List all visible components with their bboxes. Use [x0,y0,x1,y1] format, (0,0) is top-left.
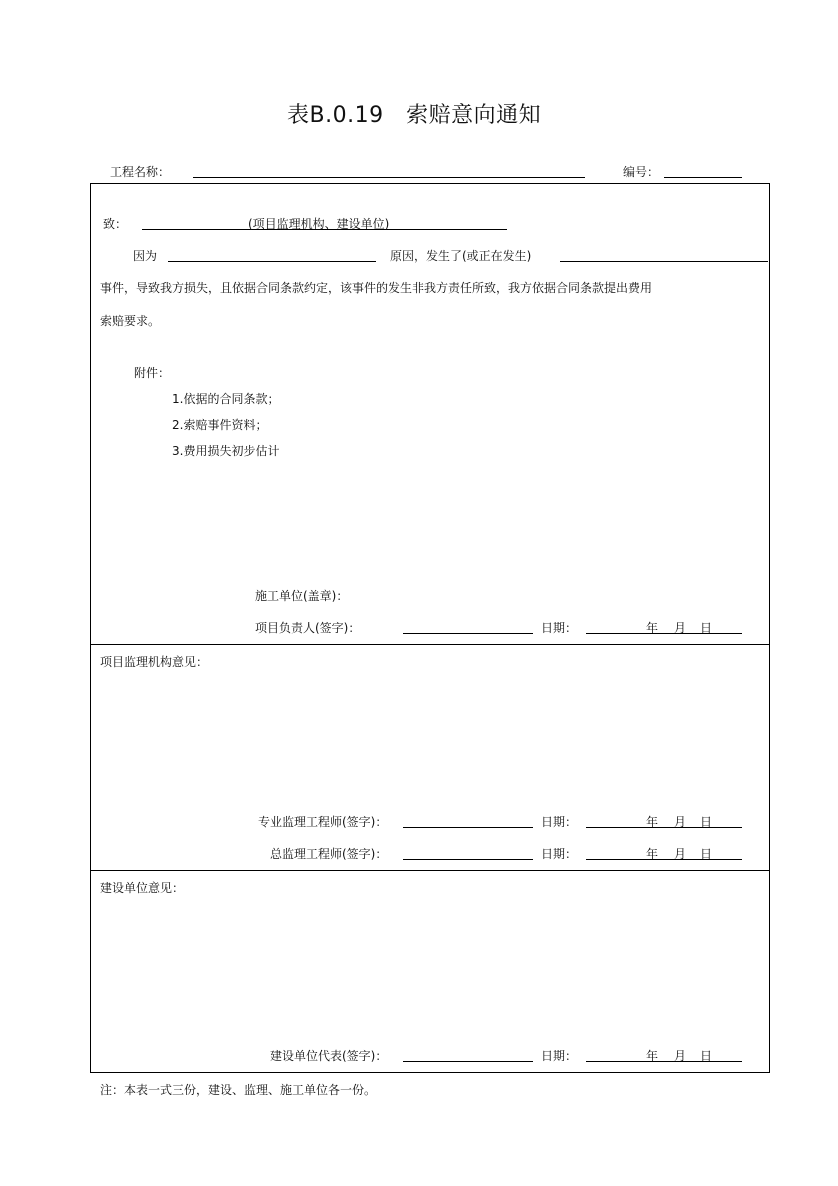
manager-sign-field[interactable] [403,633,533,634]
engineer-sign-field[interactable] [403,827,533,828]
body-line-2: 索赔要求。 [100,314,161,328]
attachment-item: 1.依据的合同条款； [172,392,280,406]
year-label: 年 [646,847,659,861]
section-divider-1 [90,644,770,645]
year-label: 年 [646,815,659,829]
chief-sign-field[interactable] [403,859,533,860]
month-label: 月 [674,815,687,829]
day-label: 日 [700,621,713,635]
because-field[interactable] [168,261,376,262]
owner-rep-sign-field[interactable] [403,1061,533,1062]
day-label: 日 [700,1049,713,1063]
attachments-label: 附件： [134,366,171,380]
engineer-sign-label: 专业监理工程师(签字)： [258,815,388,829]
day-label: 日 [700,847,713,861]
supervision-opinion-heading: 项目监理机构意见： [100,655,209,669]
attachment-item: 3.费用损失初步估计 [172,444,280,458]
date-label: 日期： [541,815,578,829]
because-label: 因为 [133,249,158,263]
to-label: 致： [103,217,128,231]
attachment-item: 2.索赔事件资料； [172,418,268,432]
form-table [90,183,770,1073]
date-label: 日期： [541,847,578,861]
footnote: 注：本表一式三份，建设、监理、施工单位各一份。 [100,1083,377,1097]
month-label: 月 [674,1049,687,1063]
month-label: 月 [674,621,687,635]
number-label: 编号： [623,165,660,179]
event-field[interactable] [560,261,768,262]
date-field[interactable] [586,859,742,860]
owner-rep-sign-label: 建设单位代表(签字)： [270,1049,388,1063]
date-label: 日期： [541,1049,578,1063]
date-field[interactable] [586,1061,742,1062]
contractor-seal-label: 施工单位(盖章)： [255,589,349,603]
owner-opinion-heading: 建设单位意见： [100,881,185,895]
reason-label: 原因，发生了(或正在发生) [390,249,532,263]
form-title: 表B.0.19 索赔意向通知 [287,103,542,128]
date-label: 日期： [541,621,578,635]
body-line-1: 事件，导致我方损失，且依据合同条款约定，该事件的发生非我方责任所致，我方依据合同条款提出费用 [100,281,653,295]
year-label: 年 [646,1049,659,1063]
chief-sign-label: 总监理工程师(签字)： [270,847,388,861]
to-hint: (项目监理机构、建设单位) [248,217,390,231]
month-label: 月 [674,847,687,861]
section-divider-2 [90,870,770,871]
date-field[interactable] [586,633,742,634]
manager-sign-label: 项目负责人(签字)： [255,621,361,635]
number-field[interactable] [664,177,742,178]
project-name-field[interactable] [193,177,585,178]
date-field[interactable] [586,827,742,828]
project-name-label: 工程名称： [110,165,171,179]
year-label: 年 [646,621,659,635]
day-label: 日 [700,815,713,829]
